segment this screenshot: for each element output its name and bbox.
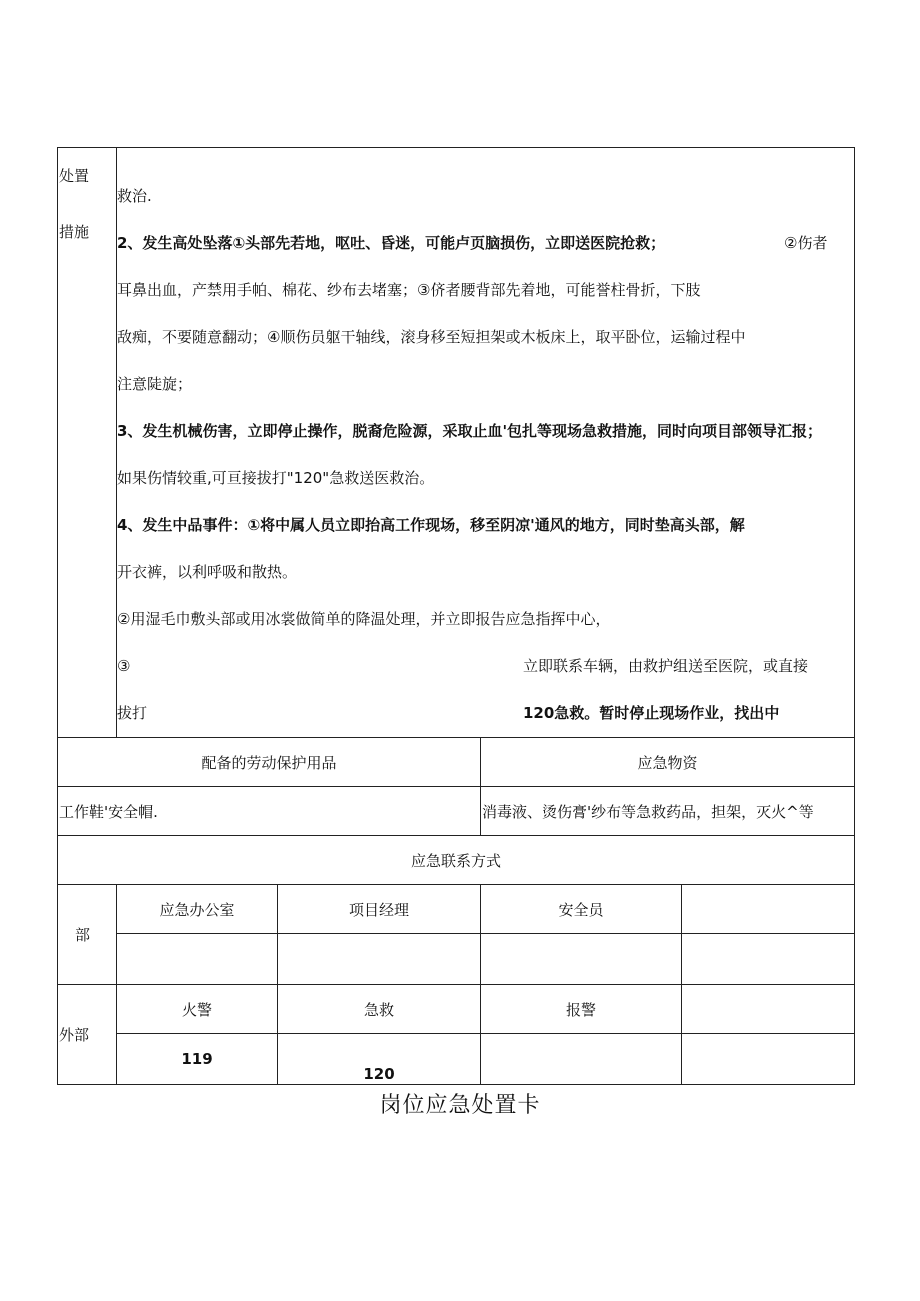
- measure-line-9: 开衣裤，以利呼吸和散热。: [117, 563, 298, 581]
- external-value-ambulance: 120: [278, 1034, 481, 1085]
- measure-line-2-text: 2、发生高处坠落①头部先若地，呕吐、昏迷，可能卢页脑损伤，立即送医院抢救；: [117, 234, 666, 252]
- internal-value-row: [58, 934, 855, 985]
- measure-line-11: [117, 643, 854, 690]
- ppe-value: 工作鞋'安全帽.: [58, 787, 481, 836]
- measure-line-11-right: 立即联系车辆，由救护组送至医院，或直接: [523, 657, 809, 675]
- external-col-police: 报警: [481, 985, 682, 1034]
- materials-value: 消毒液、烫伤膏'纱布等急救药品，担架，灭火^等: [481, 787, 855, 836]
- internal-value-empty: [682, 934, 855, 985]
- contacts-header-row: [58, 836, 855, 885]
- external-value-police: [481, 1034, 682, 1085]
- contacts-header: 应急联系方式: [58, 836, 855, 885]
- ppe-header: 配备的劳动保护用品: [58, 738, 481, 787]
- internal-value-office: [117, 934, 278, 985]
- external-value-empty: [682, 1034, 855, 1085]
- external-value-fire: 119: [117, 1034, 278, 1085]
- measure-line-12-right: 120急救。暂时停止现场作业，找出中: [523, 704, 780, 722]
- measure-line-2: [117, 220, 854, 267]
- card-caption: 岗位应急处置卡: [379, 1093, 541, 1118]
- measure-line-11-text: ③: [117, 657, 131, 675]
- internal-header-row: [58, 885, 855, 934]
- measures-label-line1: 处置: [59, 167, 90, 185]
- measure-line-8: [117, 502, 854, 549]
- external-col-fire: 火警: [117, 985, 278, 1034]
- equipment-header-row: [58, 738, 855, 787]
- measure-line-3: 耳鼻出血，产禁用手帕、棉花、纱布去堵塞；③侪者腰背部先着地，可能誉柱骨折，下肢: [117, 281, 701, 299]
- external-col-empty: [682, 985, 855, 1034]
- measure-line-4: 敌痴，不要随意翻动；④顺伤员躯干轴线，滚身移至短担架或木板床上，取平卧位，运输过程中: [117, 328, 746, 346]
- measure-line-10: ②用湿毛巾敷头部或用冰裳做简单的降温处理，并立即报告应急指挥中心，: [117, 610, 611, 628]
- measures-label-line2: 措施: [59, 223, 90, 241]
- measure-line-2-right: ②伤者: [784, 234, 828, 252]
- internal-value-safety: [481, 934, 682, 985]
- external-col-ambulance: 急救: [278, 985, 481, 1034]
- emergency-card-table-wrapper: [57, 147, 854, 1085]
- measure-line-1: 救治.: [117, 187, 152, 205]
- measure-line-12: [117, 690, 854, 737]
- internal-label: 部: [58, 885, 117, 985]
- external-header-row: [58, 985, 855, 1034]
- measure-line-6: [117, 408, 854, 455]
- measure-line-6-text: 3、发生机械伤害，立即停止操作，脱裔危险源，采取止血'包扎等现场急救措施，同时向项目部领导汇报；: [117, 422, 823, 440]
- internal-col-empty: [682, 885, 855, 934]
- internal-col-manager: 项目经理: [278, 885, 481, 934]
- measure-line-7: 如果伤情较重,可亘接拔打"120"急救送医救治。: [117, 469, 435, 487]
- measure-line-5: 注意陡旋；: [117, 375, 193, 393]
- equipment-value-row: [58, 787, 855, 836]
- measure-line-12-text: 拔打: [117, 704, 148, 722]
- external-value-row: [58, 1034, 855, 1085]
- measures-content-cell: [117, 148, 855, 738]
- measure-line-8-text: 4、发生中品事件：①将中属人员立即抬高工作现场，移至阴凉'通风的地方，同时垫高头部，解: [117, 516, 745, 534]
- internal-col-safety: 安全员: [481, 885, 682, 934]
- external-label: 外部: [58, 985, 117, 1085]
- internal-value-manager: [278, 934, 481, 985]
- materials-header: 应急物资: [481, 738, 855, 787]
- emergency-card-table: [57, 147, 855, 1085]
- internal-col-office: 应急办公室: [117, 885, 278, 934]
- measures-label-cell: [58, 148, 117, 738]
- measures-row: [58, 148, 855, 738]
